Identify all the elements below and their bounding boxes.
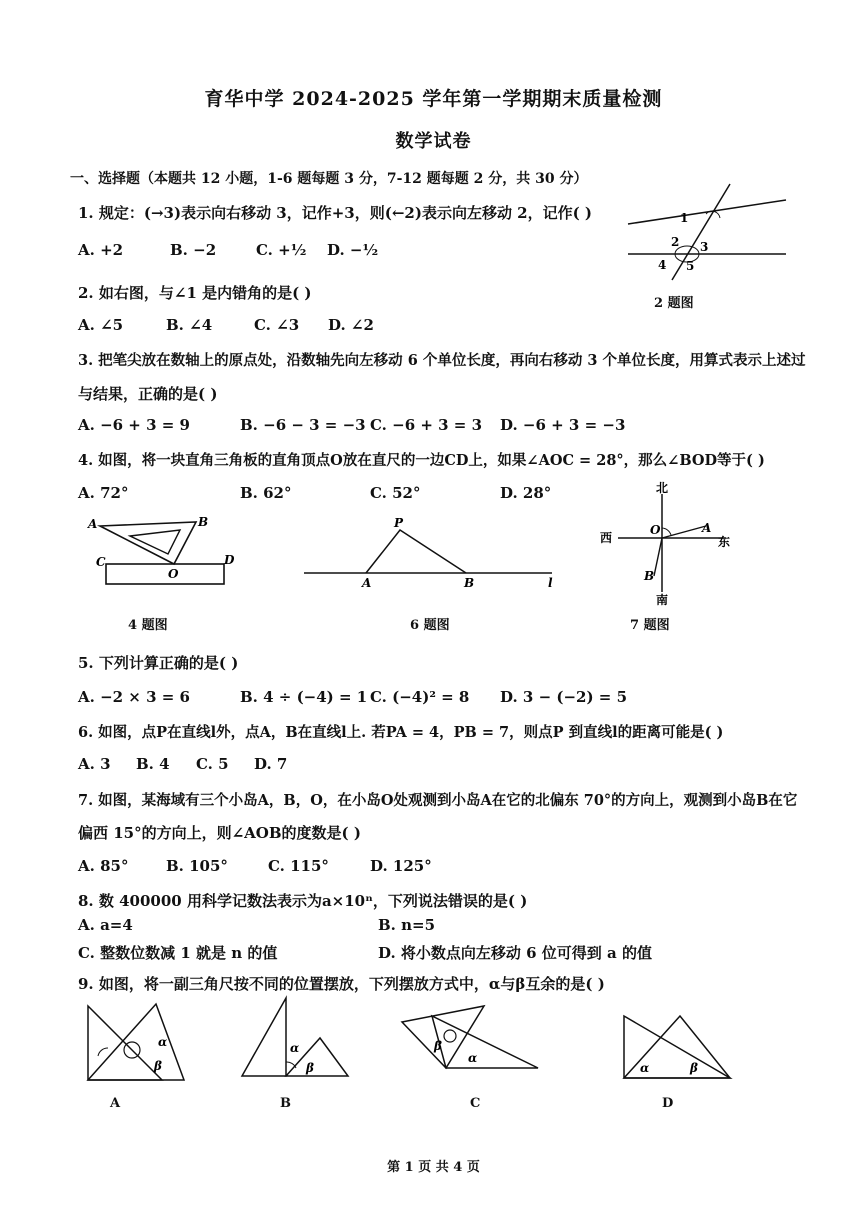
q1-option-a: A. +2	[78, 241, 124, 259]
fig4-label-c: C	[96, 555, 106, 569]
q6-option-b: B. 4	[136, 755, 170, 773]
fig7-label-south: 南	[656, 593, 669, 607]
question-9-stem: 9. 如图，将一副三角尺按不同的位置摆放，下列摆放方式中，α与β互余的是( )	[78, 975, 605, 993]
q2-option-b: B. ∠4	[166, 316, 213, 334]
q6-option-a: A. 3	[78, 755, 111, 773]
question-5-stem: 5. 下列计算正确的是( )	[78, 654, 239, 672]
fig4-label-b: B	[198, 515, 209, 529]
exam-subtitle: 数学试卷	[395, 131, 472, 152]
question-3-stem-cont: 与结果，正确的是( )	[78, 385, 218, 403]
q2-option-d: D. ∠2	[328, 316, 374, 334]
question-1-stem: 1. 规定：(→3)表示向右移动 3，记作+3，则(←2)表示向左移动 2，记作( )	[78, 204, 593, 222]
fig6-label-a: A	[362, 576, 372, 590]
q9b-beta: β	[306, 1061, 314, 1075]
figure-7-caption: 7 题图	[630, 618, 670, 633]
q9-figure-d	[620, 1012, 740, 1082]
q9-figure-b	[238, 994, 358, 1084]
fig7-label-o: O	[650, 523, 661, 537]
fig2-label-5: 5	[686, 259, 695, 273]
q9-figure-c	[398, 996, 548, 1076]
figure-4-caption: 4 题图	[128, 618, 168, 633]
question-2-stem: 2. 如右图，与∠1 是内错角的是( )	[78, 284, 312, 302]
question-3-stem: 3. 把笔尖放在数轴上的原点处，沿数轴先向左移动 6 个单位长度，再向右移动 3 个单位长度，用算式表示上述过	[78, 352, 806, 369]
q2-option-c: C. ∠3	[254, 316, 300, 334]
page-footer: 第 1 页 共 4 页	[387, 1160, 480, 1175]
q9b-alpha: α	[290, 1041, 300, 1055]
q6-option-c: C. 5	[196, 755, 229, 773]
fig7-label-a: A	[702, 521, 712, 535]
fig6-label-p: P	[394, 516, 404, 530]
figure-6-point-line	[304, 516, 574, 596]
q8-option-a: A. a=4	[78, 916, 133, 934]
q4-option-a: A. 72°	[78, 484, 129, 502]
question-7-stem: 7. 如图，某海域有三个小岛A，B，O，在小岛O处观测到小岛A在它的北偏东 70°的方向上，观测到小岛B在它	[78, 792, 798, 809]
q5-option-a: A. −2 × 3 = 6	[78, 688, 190, 706]
q8-option-d: D. 将小数点向左移动 6 位可得到 a 的值	[378, 944, 652, 962]
fig2-label-3: 3	[700, 240, 709, 254]
q9-option-d: D	[662, 1096, 674, 1111]
fig6-label-l: l	[548, 576, 553, 590]
question-4-stem: 4. 如图，将一块直角三角板的直角顶点O放在直尺的一边CD上，如果∠AOC = 28°，那么∠BOD等于( )	[78, 452, 765, 469]
q9c-beta: β	[434, 1039, 442, 1053]
q5-option-b: B. 4 ÷ (−4) = 1	[240, 688, 368, 706]
section-heading: 一、选择题（本题共 12 小题，1-6 题每题 3 分，7-12 题每题 2 分，共 30 分）	[70, 171, 588, 187]
q8-option-c: C. 整数位数减 1 就是 n 的值	[78, 944, 278, 962]
exam-title: 育华中学 2024-2025 学年第一学期期末质量检测	[204, 88, 663, 110]
question-8-stem: 8. 数 400000 用科学记数法表示为a×10ⁿ，下列说法错误的是( )	[78, 892, 528, 910]
question-7-stem-cont: 偏西 15°的方向上，则∠AOB的度数是( )	[78, 824, 361, 842]
q1-option-c: C. +½	[256, 241, 307, 259]
q3-option-a: A. −6 + 3 = 9	[78, 416, 190, 434]
q1-option-b: B. −2	[170, 241, 217, 259]
q9-option-b: B	[280, 1096, 291, 1111]
figure-7-compass	[598, 480, 768, 605]
q9-figure-a	[84, 998, 194, 1088]
fig2-label-1: 1	[680, 211, 689, 225]
q9a-alpha: α	[158, 1035, 168, 1049]
question-6-stem: 6. 如图，点P在直线l外，点A，B在直线l上. 若PA = 4，PB = 7，则点P 到直线l的距离可能是( )	[78, 724, 724, 741]
fig6-label-b: B	[464, 576, 475, 590]
fig4-label-o: O	[168, 567, 179, 581]
q7-option-b: B. 105°	[166, 857, 228, 875]
fig7-label-west: 西	[600, 531, 613, 545]
q7-option-d: D. 125°	[370, 857, 432, 875]
q9-option-a: A	[110, 1096, 121, 1111]
fig7-label-north: 北	[656, 481, 669, 495]
q4-option-d: D. 28°	[500, 484, 552, 502]
figure-6-caption: 6 题图	[410, 618, 450, 633]
fig7-label-b: B	[644, 569, 655, 583]
q3-option-b: B. −6 − 3 = −3	[240, 416, 366, 434]
q3-option-d: D. −6 + 3 = −3	[500, 416, 626, 434]
fig4-label-d: D	[224, 553, 235, 567]
q9c-alpha: α	[468, 1051, 478, 1065]
fig2-label-2: 2	[671, 235, 680, 249]
figure-2-parallel-lines	[620, 192, 790, 292]
fig4-label-a: A	[88, 517, 98, 531]
q9d-beta: β	[690, 1061, 698, 1075]
figure-4-triangle-ruler	[88, 512, 248, 592]
q5-option-d: D. 3 − (−2) = 5	[500, 688, 628, 706]
q6-option-d: D. 7	[254, 755, 288, 773]
fig7-label-east: 东	[718, 535, 731, 549]
q7-option-c: C. 115°	[268, 857, 329, 875]
q3-option-c: C. −6 + 3 = 3	[370, 416, 483, 434]
q7-option-a: A. 85°	[78, 857, 129, 875]
q2-option-a: A. ∠5	[78, 316, 124, 334]
q8-option-b: B. n=5	[378, 916, 436, 934]
q9-option-c: C	[470, 1096, 481, 1111]
q4-option-b: B. 62°	[240, 484, 292, 502]
q9a-beta: β	[154, 1059, 162, 1073]
q1-option-d: D. −½	[327, 241, 379, 259]
figure-2-caption: 2 题图	[654, 296, 694, 311]
q4-option-c: C. 52°	[370, 484, 421, 502]
q9d-alpha: α	[640, 1061, 650, 1075]
q5-option-c: C. (−4)² = 8	[370, 688, 470, 706]
fig2-label-4: 4	[658, 258, 667, 272]
